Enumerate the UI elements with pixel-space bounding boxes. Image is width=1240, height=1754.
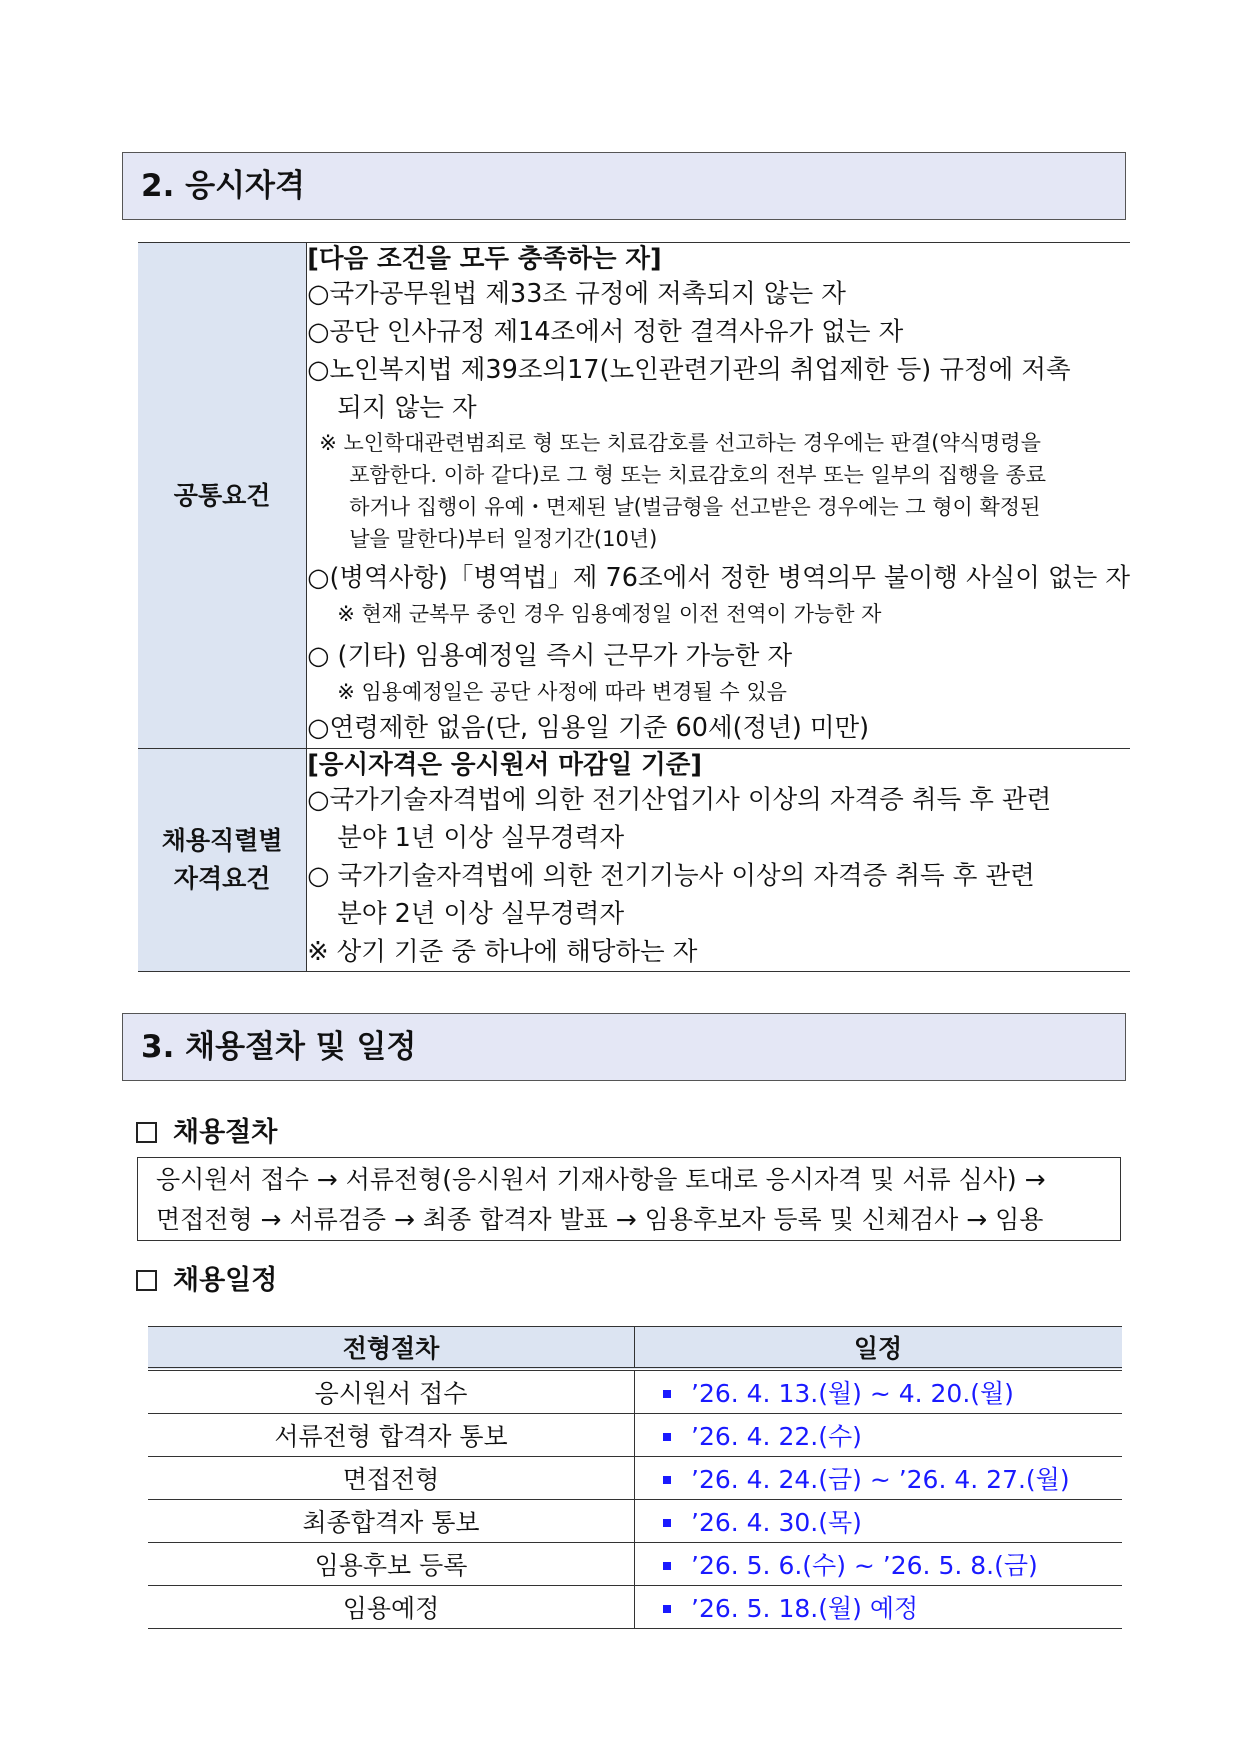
schedule-heading bbox=[136, 1258, 277, 1297]
schedule-heading-text: 채용일정 bbox=[173, 1265, 278, 1296]
common-item-2: ○공단 인사규정 제14조에서 정한 결격사유가 없는 자 bbox=[307, 317, 904, 347]
job-note: ※ 상기 기준 중 하나에 해당하는 자 bbox=[307, 937, 698, 967]
common-note-1-l3: 하거나 집행이 유예・면제된 날(벌금형을 선고받은 경우에는 그 형이 확정된 bbox=[349, 495, 1041, 519]
procedure-line-2: 면접전형 → 서류검증 → 최종 합격자 발표 → 임용후보자 등록 및 신체검사 → 임용 bbox=[156, 1205, 1044, 1234]
common-item-1: ○국가공무원법 제33조 규정에 저촉되지 않는 자 bbox=[307, 279, 846, 309]
table-row bbox=[148, 1457, 1122, 1500]
job-requirements-content bbox=[307, 749, 1130, 972]
common-item-3-cont: 되지 않는 자 bbox=[337, 393, 477, 423]
common-requirements-content bbox=[307, 243, 1130, 749]
common-item-6: ○연령제한 없음(단, 임용일 기준 60세(정년) 미만) bbox=[307, 713, 870, 743]
section-2-title: 2. 응시자격 bbox=[122, 152, 1126, 220]
schedule-date bbox=[635, 1414, 1123, 1457]
section-3-title: 3. 채용절차 및 일정 bbox=[122, 1013, 1126, 1081]
schedule-date-text: ’26. 5. 6.(수) ~ ’26. 5. 8.(금) bbox=[691, 1551, 1038, 1580]
schedule-date bbox=[635, 1457, 1123, 1500]
schedule-step: 응시원서 접수 bbox=[148, 1369, 635, 1414]
schedule-header-step: 전형절차 bbox=[148, 1327, 635, 1370]
common-item-3: ○노인복지법 제39조의17(노인관련기관의 취업제한 등) 규정에 저촉 bbox=[307, 355, 1071, 385]
blue-square-bullet-icon bbox=[663, 1605, 671, 1613]
common-note-1-l4: 날을 말한다)부터 일정기간(10년) bbox=[349, 527, 658, 551]
schedule-table bbox=[148, 1326, 1122, 1629]
procedure-heading-text: 채용절차 bbox=[173, 1117, 278, 1148]
job-item-1-cont: 분야 1년 이상 실무경력자 bbox=[337, 823, 625, 853]
common-item-4: ○(병역사항)「병역법」제 76조에서 정한 병역의무 불이행 사실이 없는 자 bbox=[307, 563, 1130, 593]
common-requirements-label: 공통요건 bbox=[138, 243, 307, 749]
common-header: [다음 조건을 모두 충족하는 자] bbox=[307, 244, 662, 274]
common-note-3: ※ 임용예정일은 공단 사정에 따라 변경될 수 있음 bbox=[337, 680, 787, 704]
schedule-step: 면접전형 bbox=[148, 1457, 635, 1500]
procedure-line-1: 응시원서 접수 → 서류전형(응시원서 기재사항을 토대로 응시자격 및 서류 심사) → bbox=[156, 1165, 1046, 1194]
schedule-date-text: ’26. 4. 22.(수) bbox=[691, 1422, 862, 1451]
procedure-heading bbox=[136, 1110, 277, 1149]
schedule-date-text: ’26. 5. 18.(월) 예정 bbox=[691, 1594, 919, 1623]
blue-square-bullet-icon bbox=[663, 1433, 671, 1441]
job-requirements-row bbox=[138, 749, 1130, 972]
schedule-date-text: ’26. 4. 30.(목) bbox=[691, 1508, 862, 1537]
common-note-1: ※ 노인학대관련범죄로 형 또는 치료감호를 선고하는 경우에는 판결(약식명령을 bbox=[319, 431, 1041, 455]
job-item-2-cont: 분야 2년 이상 실무경력자 bbox=[337, 899, 625, 929]
schedule-date-text: ’26. 4. 13.(월) ~ 4. 20.(월) bbox=[691, 1379, 1014, 1408]
common-requirements-row bbox=[138, 243, 1130, 749]
blue-square-bullet-icon bbox=[663, 1476, 671, 1484]
qualification-table bbox=[138, 242, 1130, 972]
schedule-date-text: ’26. 4. 24.(금) ~ ’26. 4. 27.(월) bbox=[691, 1465, 1070, 1494]
table-row bbox=[148, 1543, 1122, 1586]
square-outline-icon bbox=[136, 1270, 157, 1291]
table-row bbox=[148, 1369, 1122, 1414]
procedure-box bbox=[137, 1157, 1121, 1241]
table-row bbox=[148, 1414, 1122, 1457]
schedule-date bbox=[635, 1586, 1123, 1629]
job-label-line-1: 채용직렬별 bbox=[161, 826, 283, 855]
schedule-step: 임용예정 bbox=[148, 1586, 635, 1629]
job-item-1: ○국가기술자격법에 의한 전기산업기사 이상의 자격증 취득 후 관련 bbox=[307, 785, 1052, 815]
job-requirements-label bbox=[138, 749, 307, 972]
schedule-step: 임용후보 등록 bbox=[148, 1543, 635, 1586]
schedule-step: 서류전형 합격자 통보 bbox=[148, 1414, 635, 1457]
blue-square-bullet-icon bbox=[663, 1390, 671, 1398]
blue-square-bullet-icon bbox=[663, 1519, 671, 1527]
schedule-header-date: 일정 bbox=[635, 1327, 1123, 1370]
blue-square-bullet-icon bbox=[663, 1562, 671, 1570]
job-label-line-2: 자격요건 bbox=[173, 864, 271, 893]
schedule-date bbox=[635, 1543, 1123, 1586]
schedule-date bbox=[635, 1369, 1123, 1414]
square-outline-icon bbox=[136, 1122, 157, 1143]
job-item-2: ○ 국가기술자격법에 의한 전기기능사 이상의 자격증 취득 후 관련 bbox=[307, 861, 1035, 891]
schedule-date bbox=[635, 1500, 1123, 1543]
schedule-step: 최종합격자 통보 bbox=[148, 1500, 635, 1543]
table-row bbox=[148, 1586, 1122, 1629]
common-item-5: ○ (기타) 임용예정일 즉시 근무가 가능한 자 bbox=[307, 641, 793, 671]
table-row bbox=[148, 1500, 1122, 1543]
common-note-2: ※ 현재 군복무 중인 경우 임용예정일 이전 전역이 가능한 자 bbox=[337, 602, 882, 626]
schedule-header-row bbox=[148, 1327, 1122, 1370]
common-note-1-l2: 포함한다. 이하 같다)로 그 형 또는 치료감호의 전부 또는 일부의 집행을 종료 bbox=[349, 463, 1047, 487]
job-header: [응시자격은 응시원서 마감일 기준] bbox=[307, 750, 703, 780]
